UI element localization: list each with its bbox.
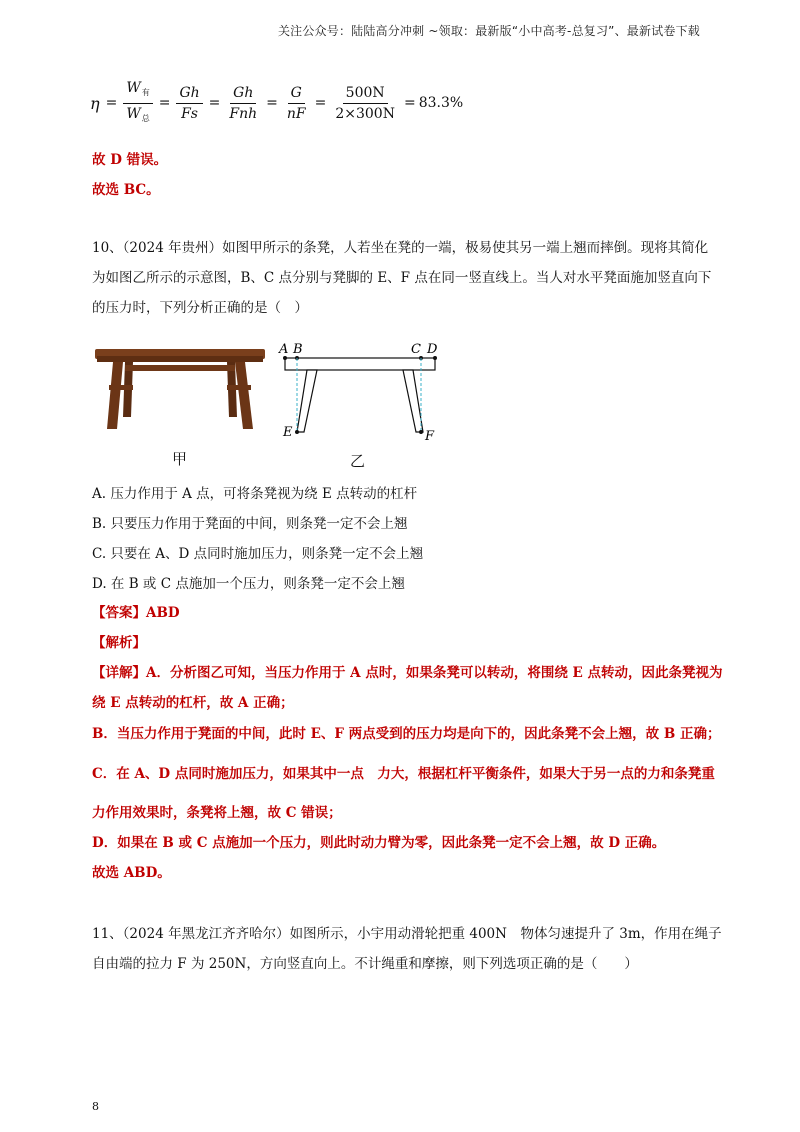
label-f: F: [425, 429, 435, 444]
caption-jia: 甲: [172, 450, 188, 468]
answer-label: 【答案】ABD: [92, 605, 180, 621]
label-e: E: [283, 425, 293, 440]
label-d: D: [427, 342, 438, 357]
q10-stem-line-1: 10、（2024 年贵州）如图甲所示的条凳，人若坐在凳的一端，极易使其另一端上翘而摔倒。现将其简化: [92, 240, 709, 256]
caption-yi: 乙: [350, 452, 366, 470]
bench-seat-edge: [97, 356, 263, 362]
detail-line-3: B．当压力作用于凳面的中间，此时 E、F 两点受到的压力均是向下的，因此条凳不会上翘，故 B 正确；: [92, 726, 721, 742]
detail-line-4: C．在 A、D 点同时施加压力，如果其中一点 力大，根据杠杆平衡条件，如果大于另一点的力和条凳重: [92, 766, 715, 782]
schematic-seat: [285, 358, 435, 370]
bench-leg-front-right: [235, 362, 253, 429]
option-a: A. 压力作用于 A 点，可将条凳视为绕 E 点转动的杠杆: [92, 486, 418, 502]
schematic-leg-right: [403, 370, 423, 432]
bench-photo: [95, 345, 265, 445]
q11-stem-line-1: 11、（2024 年黑龙江齐齐哈尔）如图所示，小宇用动滑轮把重 400N 物体匀速提升了 3m，作用在绳子: [92, 926, 722, 942]
bench-stretcher-left: [109, 385, 133, 390]
detail-line-2: 绕 E 点转动的杠杆，故 A 正确；: [92, 695, 294, 711]
analysis-title: 【解析】: [92, 635, 146, 651]
bench-stretcher-right: [227, 385, 251, 390]
label-c: C: [411, 342, 421, 357]
detail-line-6: D．如果在 B 或 C 点施加一个压力，则此时动力臂为零，因此条凳一定不会上翘，故 D 正确。: [92, 835, 666, 851]
detail-line-5: 力作用效果时，条凳将上翘，故 C 错误；: [92, 805, 342, 821]
gh-fnh-fraction: $\frac{Gh}{\text{Fnh}}$: [229, 84, 258, 122]
bench-schematic: [275, 340, 445, 445]
option-d: D. 在 B 或 C 点施加一个压力，则条凳一定不会上翘: [92, 576, 405, 592]
bench-apron: [125, 365, 235, 371]
q10-stem-line-3: 的压力时，下列分析正确的是（ ）: [92, 300, 308, 316]
q10-stem-line-2: 为如图乙所示的示意图，B、C 点分别与凳脚的 E、F 点在同一竖直线上。当人对水平凳面施加竖直向下: [92, 270, 712, 286]
detail-line-1: 【详解】A．分析图乙可知，当压力作用于 A 点时，如果条凳可以转动，将围绕 E 点转动，因此条凳视为: [92, 665, 723, 681]
bench-leg-front-left: [107, 362, 123, 429]
point-f-dot: [419, 430, 423, 434]
detail-line-7: 故选 ABD。: [92, 865, 171, 881]
page-number: 8: [92, 1100, 99, 1113]
gh-fs-fraction: $\frac{Gh}{Fs}$: [176, 85, 202, 122]
q9-final-choice: 故选 BC。: [92, 182, 160, 198]
header-note: 关注公众号：陆陆高分冲刺 ~领取：最新版“小中高考-总复习”、最新试卷下载: [277, 24, 700, 38]
eta-symbol: η: [90, 93, 100, 113]
numeric-fraction: $\frac{500N}{2\times 300N}$: [335, 84, 395, 122]
point-e-dot: [295, 430, 299, 434]
option-b: B. 只要压力作用于凳面的中间，则条凳一定不会上翘: [92, 516, 408, 532]
schematic-leg-left: [297, 370, 317, 432]
efficiency-result: 83.3%: [418, 95, 464, 111]
efficiency-equation: η = $\frac{W_有}{W_总}$ = $\frac{Gh}{Fs}$ = $\frac{Gh}{\text{Fnh}}$ = $\frac{G}{nF}$ = $\frac{500N}{2\times 300N}$ = 83.3%: [90, 78, 463, 128]
g-nf-fraction: $\frac{G}{nF}$: [286, 84, 306, 122]
q11-stem-line-2: 自由端的拉力 F 为 250N，方向竖直向上。不计绳重和摩擦，则下列选项正确的是（ ）: [92, 956, 638, 972]
q9-conclusion-d: 故 D 错误。: [92, 152, 168, 168]
label-b: B: [293, 342, 303, 357]
option-c: C. 只要在 A、D 点同时施加压力，则条凳一定不会上翘: [92, 546, 424, 562]
label-a: A: [279, 342, 289, 357]
work-fraction: $\frac{W_有}{W_总}$: [123, 80, 152, 127]
